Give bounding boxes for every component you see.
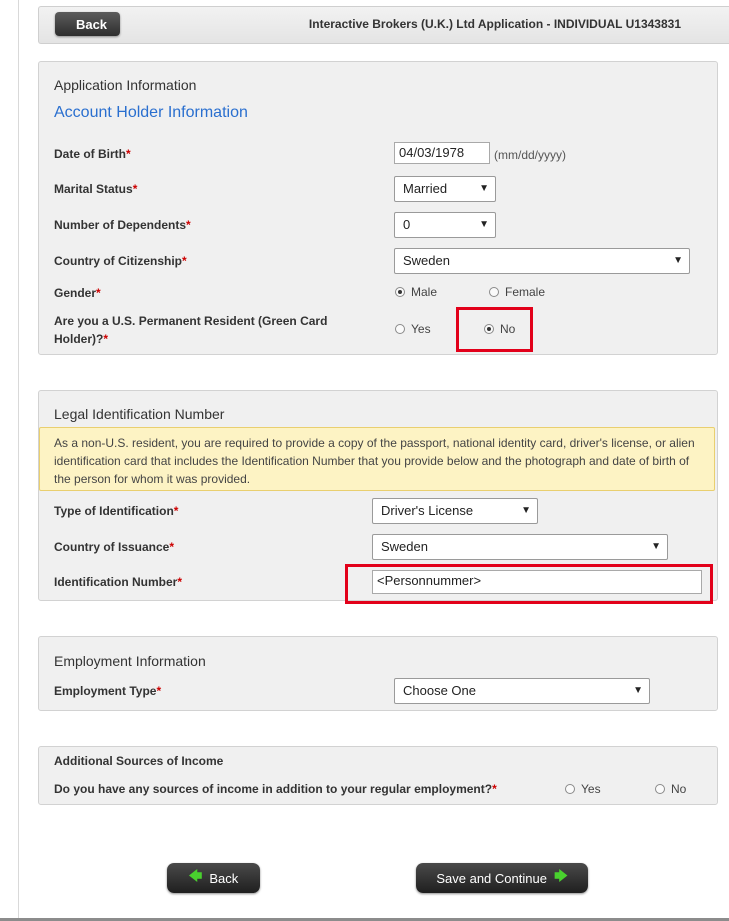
dob-format-hint: (mm/dd/yyyy) xyxy=(494,148,566,162)
employment-type-label: Employment Type* xyxy=(54,684,162,698)
back-button-top[interactable] xyxy=(55,12,120,36)
additional-income-no-radio[interactable]: No xyxy=(655,782,686,796)
back-button-label: Back xyxy=(209,870,239,886)
dob-label: Date of Birth* xyxy=(54,147,131,161)
issuance-country-select[interactable]: Sweden ▼ xyxy=(372,534,668,560)
left-border xyxy=(18,0,19,921)
dependents-select[interactable]: 0 ▼ xyxy=(394,212,496,238)
gender-female-radio[interactable]: Female xyxy=(489,285,545,299)
radio-empty-icon xyxy=(565,784,575,794)
issuance-country-label: Country of Issuance* xyxy=(54,540,175,554)
id-number-label: Identification Number* xyxy=(54,575,183,589)
radio-selected-icon xyxy=(395,287,405,297)
citizenship-select[interactable]: Sweden ▼ xyxy=(394,248,690,274)
gender-male-radio[interactable]: Male xyxy=(395,285,437,299)
back-button-label: Back xyxy=(75,16,108,32)
application-title: Interactive Brokers (U.K.) Ltd Application - INDIVIDUAL U1343831 xyxy=(308,17,681,31)
marital-status-select[interactable]: Married ▼ xyxy=(394,176,496,202)
left-arrow-icon: 🡄 xyxy=(188,868,203,883)
application-info-panel xyxy=(38,61,718,355)
highlight-box-id-number xyxy=(345,564,713,604)
save-continue-label: Save and Continue xyxy=(436,870,547,886)
greencard-no-radio[interactable]: No xyxy=(484,322,515,336)
radio-empty-icon xyxy=(489,287,499,297)
chevron-down-icon: ▼ xyxy=(633,685,643,696)
chevron-down-icon: ▼ xyxy=(479,219,489,230)
account-holder-subtitle: Account Holder Information xyxy=(54,104,248,121)
id-number-input[interactable]: <Personnummer> xyxy=(372,570,702,594)
section-title: Legal Identification Number xyxy=(54,406,225,422)
marital-status-label: Marital Status* xyxy=(54,182,138,196)
chevron-down-icon: ▼ xyxy=(479,183,489,194)
radio-empty-icon xyxy=(395,324,405,334)
section-title: Application Information xyxy=(54,77,197,93)
additional-income-panel xyxy=(38,746,718,805)
id-notice-box: As a non-U.S. resident, you are required to provide a copy of the passport, national identity card, driver's license, or alien identification card that includes the Identification Number that you provide below and the photograph and date of birth of the person for whom it was provided. xyxy=(39,427,715,491)
additional-income-yes-radio[interactable]: Yes xyxy=(565,782,601,796)
id-type-select[interactable]: Driver's License ▼ xyxy=(372,498,538,524)
additional-income-question: Do you have any sources of income in addition to your regular employment?* xyxy=(54,782,497,796)
back-button-bottom[interactable] xyxy=(167,863,260,893)
save-continue-button[interactable] xyxy=(416,863,588,893)
greencard-label: Are you a U.S. Permanent Resident (Green Card Holder)?* xyxy=(54,314,328,346)
dob-input[interactable]: 04/03/1978 xyxy=(394,142,490,164)
employment-type-select[interactable]: Choose One ▼ xyxy=(394,678,650,704)
chevron-down-icon: ▼ xyxy=(651,541,661,552)
greencard-yes-radio[interactable]: Yes xyxy=(395,322,431,336)
id-type-label: Type of Identification* xyxy=(54,504,179,518)
chevron-down-icon: ▼ xyxy=(521,505,531,516)
employment-panel xyxy=(38,636,718,711)
dependents-label: Number of Dependents* xyxy=(54,218,191,232)
section-title: Employment Information xyxy=(54,653,206,669)
citizenship-label: Country of Citizenship* xyxy=(54,254,187,268)
additional-income-title: Additional Sources of Income xyxy=(54,754,224,768)
chevron-down-icon: ▼ xyxy=(673,255,683,266)
gender-label: Gender* xyxy=(54,286,101,300)
radio-empty-icon xyxy=(655,784,665,794)
right-arrow-icon: 🡆 xyxy=(554,868,568,883)
highlight-box-greencard xyxy=(456,307,533,352)
